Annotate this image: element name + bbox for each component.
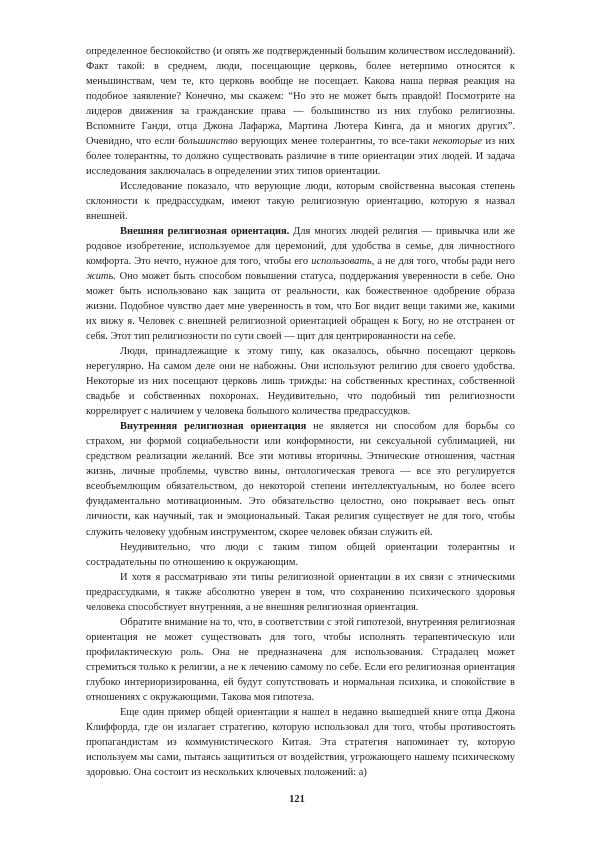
paragraph-hypothesis (86, 615, 515, 705)
section-heading-intrinsic: Внутренняя религиозная ориентация (120, 421, 307, 433)
text-run: а не для того, чтобы ради него (374, 256, 515, 268)
text-run: Оно может быть способом повышения статуса, поддержания уверенности в себе. Оно может быть использовано как защита от реальности, как божественное одобрение образа жизни. Подобное чувство дает мне уверенность в том, что Бог видит вещи такими же, какими их вижу я. Человек с внешней религиозной ориентацией обращен к Богу, но не отстранен от себя. Этот тип религиозности по сути своей — щит для центрированности на себе. (86, 271, 515, 343)
italic-text-run: использовать, (311, 256, 375, 268)
section-heading-extrinsic: Внешняя религиозная ориентация. (120, 226, 290, 238)
paragraph-extrinsic-orientation (86, 224, 515, 344)
paragraph-extrinsic-people (86, 344, 515, 419)
text-run: верующих менее толерантны, то все-таки (237, 136, 433, 148)
text-run: из них более толерантны, то должно существовать различие в типе ориентации этих людей. И задача исследования заключалась в определении этих типов ориентации. (86, 136, 515, 178)
text-run: определенное беспокойство (и опять же подтвержденный большим количеством исследований). Факт такой: в среднем, люди, посещающие церковь, более нетерпимо относятся к меньшинствам, чем те, кто церковь вообще не посещает. Какова наша первая реакция на подобное заявление? Конечно, мы скажем: “Но это не может быть правдой! Посмотрите на лидеров движения за гражданские права — большинство из них глубоко религиозны. Вспомните Ганди, отца Джона Лафаржа, Мартина Лютера Кинга, да и многих других”. Очевидно, что если (86, 46, 515, 148)
text-run: Неудивительно, что люди с таким типом общей ориентации толерантны и сострадательны по отношению к окружающим. (86, 541, 515, 568)
paragraph-intrinsic-orientation (86, 419, 515, 539)
text-run: И хотя я рассматриваю эти типы религиозной ориентации в их связи с этническими предрассудками, я также абсолютно уверен в том, что сохранению психического здоровья человека способствует внутренняя, а не внешняя религиозная ориентация. (86, 571, 515, 613)
text-run: не является ни способом для борьбы со страхом, ни формой социабельности или конформности, ни сексуальной сублимацией, ни средством реализации желаний. Все эти мотивы вторичны. Этнические отношения, частная жизнь, личные проблемы, чувство вины, онтологическая тревога — все это регулируется всеобъемлющим обязательством, до некоторой степени интеллектуальным, но более всего фундаментально мотивационным. Это обязательство целостно, оно покрывает весь опыт личности, как научный, так и эмоциональный. Такая религия существует не для того, чтобы служить человеку удобным инструментом, скорее человек обязан служить ей. (86, 421, 515, 538)
paragraph-research-finding (86, 179, 515, 224)
page-body (86, 44, 515, 780)
paragraph-clifford-example (86, 705, 515, 780)
paragraph-mental-health (86, 570, 515, 615)
text-run: Еще один пример общей ориентации я нашел в недавно вышедшей книге отца Джона Клиффорда, где он излагает стратегию, которую использовал для того, чтобы противостоять пропагандистам из коммунистического Китая. Эта стратегия напоминает ту, которую используем мы сами, пытаясь защититься от воздействия, угрожающего нашему психическому здоровью. Она состоит из нескольких ключевых положений: а) (86, 706, 515, 778)
text-run: Для многих людей религия — привычка или же родовое изобретение, используемое для церемоний, для удобства в семье, для личностного комфорта. Это нечто, нужное для того, чтобы его (86, 226, 515, 268)
paragraph-continuation (86, 44, 515, 179)
text-run: Люди, принадлежащие к этому типу, как оказалось, обычно посещают церковь нерегулярно. На самом деле они не набожны. Они используют религию для своего удобства. Некоторые из них посещают церковь лишь трижды: на собственных крестинах, собственной свадьбе и собственных похоронах. Неудивительно, что подобный тип религиозности коррелирует с наличием у человека большого количества предрассудков. (86, 346, 515, 418)
text-run: Исследование показало, что верующие люди, которым свойственна высокая степень склонности к предрассудкам, имеют такую религиозную ориентацию, которую я назвал внешней. (86, 181, 515, 223)
page-number: 121 (289, 794, 305, 805)
text-run: Обратите внимание на то, что, в соответствии с этой гипотезой, внутренняя религиозная ориентация не может существовать для того, чтобы исполнять терапевтическую или профилактическую роль. Она не предназначена для использования. Страдалец может стремиться только к религии, а не к лечению самому по себе. Если его религиозная ориентация глубоко интериоризированна, ей будут сопутствовать и нормальная психика, и спокойствие в отношениях с окружающими. Такова моя гипотеза. (86, 616, 516, 703)
italic-text-run: большинство (178, 136, 238, 148)
italic-text-run: жить. (86, 271, 116, 283)
italic-text-run: некоторые (432, 136, 482, 148)
paragraph-tolerance (86, 540, 515, 570)
